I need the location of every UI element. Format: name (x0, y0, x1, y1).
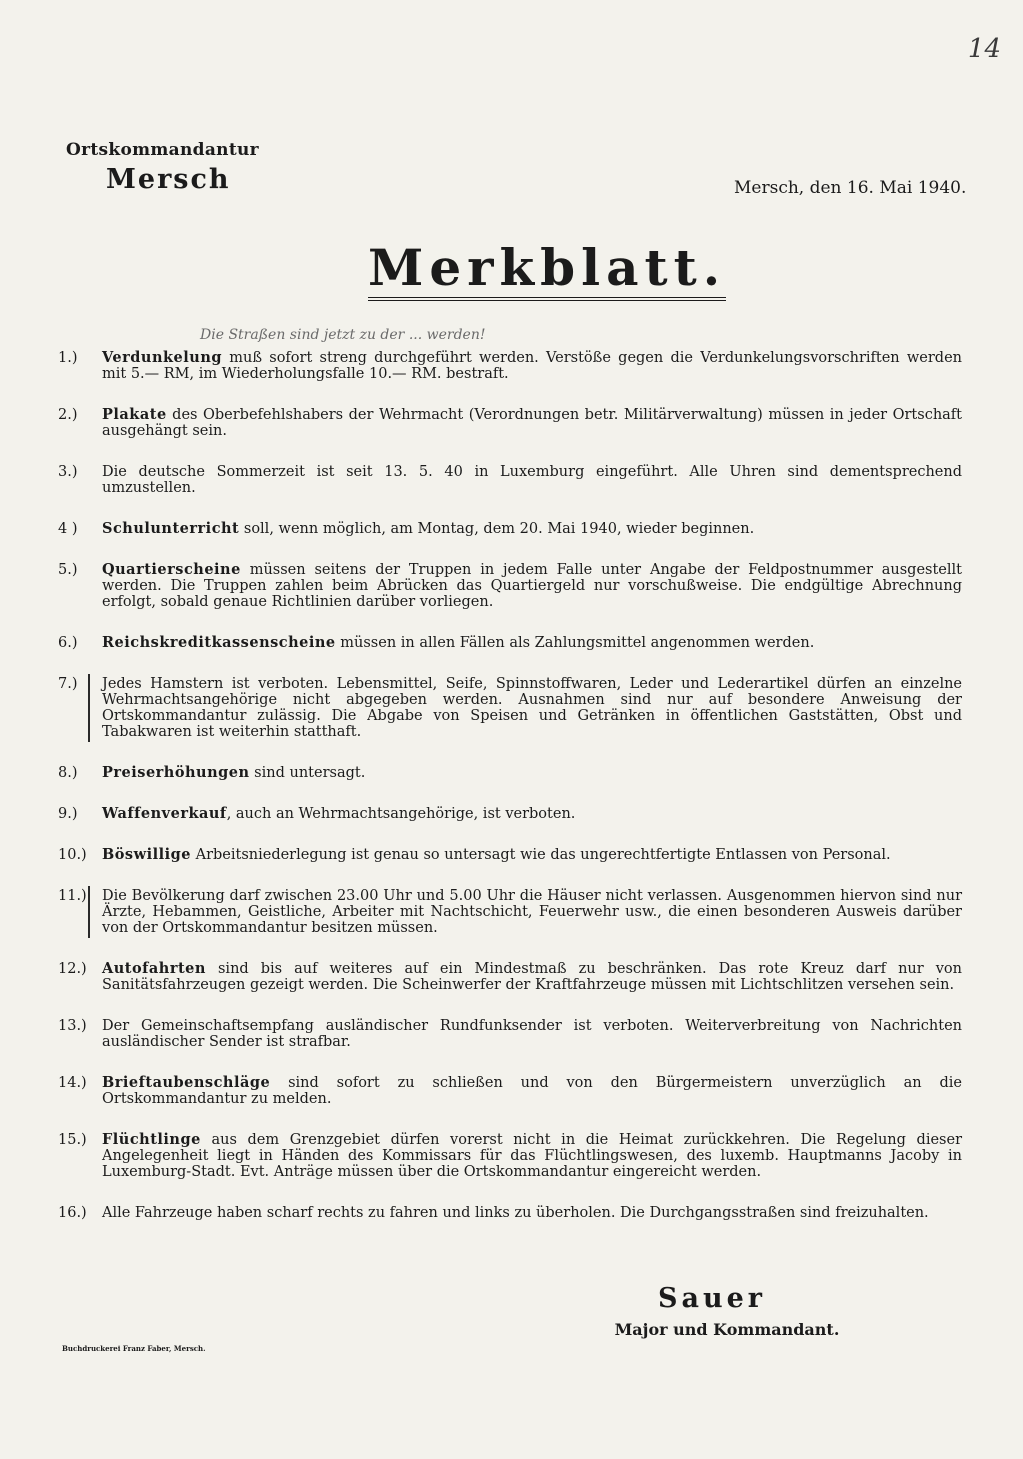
item-number: 3.) (58, 464, 78, 480)
item-number: 1.) (58, 350, 78, 366)
item-text: sind bis auf weiteres auf ein Mindestmaß zu beschränken. Das rote Kreuz darf nur von Sanitätsfahrzeugen gezeigt werden. Die Scheinwerfer der Kraftfahrzeuge müssen mit Lichtschlitzen versehen sein. (102, 961, 962, 993)
signature-name: Sauer (657, 1283, 767, 1314)
item-keyword: Reichskreditkassenscheine (102, 634, 336, 651)
list-item (58, 407, 962, 439)
margin-mark (88, 886, 90, 938)
list-item (58, 847, 962, 863)
item-number: 6.) (58, 635, 78, 651)
item-number: 5.) (58, 562, 78, 578)
printer-imprint: Buchdruckerei Franz Faber, Mersch. (62, 1344, 206, 1353)
signature-block (597, 1283, 857, 1339)
item-number: 4 ) (58, 521, 78, 537)
item-text: Jedes Hamstern ist verboten. Lebensmittel, Seife, Spinnstoffwaren, Leder und Lederartikel dürfen an einzelne Wehrmachtsangehörige nicht abgegeben werden. Ausnahmen sind nur auf besondere Anweisung der Ortskommandantur zulässig. Die Abgabe von Speisen und Getränken in öffentlichen Gaststätten, Obst und Tabakwaren ist weiterhin statthaft. (102, 676, 962, 740)
document-title: Merkblatt. (368, 242, 726, 301)
item-keyword: Böswillige (102, 846, 191, 863)
list-item (58, 521, 962, 537)
item-text: muß sofort streng durchgeführt werden. Verstöße gegen die Verdunkelungsvorschriften werden mit 5.— RM, im Wiederholungsfalle 10.— RM. bestraft. (102, 350, 962, 382)
list-item (58, 888, 962, 936)
list-item (58, 1075, 962, 1107)
item-text: sind untersagt. (249, 765, 366, 781)
margin-mark (88, 674, 90, 742)
item-keyword: Quartierscheine (102, 561, 241, 578)
signature-role: Major und Kommandant. (614, 1320, 840, 1339)
list-item (58, 562, 962, 610)
item-text: soll, wenn möglich, am Montag, dem 20. Mai 1940, wieder beginnen. (239, 521, 755, 537)
list-item (58, 765, 962, 781)
item-text: des Oberbefehlshabers der Wehrmacht (Verordnungen betr. Militärverwaltung) müssen in jeder Ortschaft ausgehängt sein. (102, 407, 962, 439)
town-name: Mersch (106, 164, 231, 195)
item-keyword: Flüchtlinge (102, 1131, 201, 1148)
item-number: 9.) (58, 806, 78, 822)
item-number: 16.) (58, 1205, 87, 1221)
pencil-page-number: 14 (967, 34, 1001, 64)
item-text: müssen in allen Fällen als Zahlungsmittel angenommen werden. (335, 635, 815, 651)
item-number: 8.) (58, 765, 78, 781)
item-number: 14.) (58, 1075, 87, 1091)
item-text: Die Bevölkerung darf zwischen 23.00 Uhr und 5.00 Uhr die Häuser nicht verlassen. Ausgenommen hiervon sind nur Ärzte, Hebammen, Geistliche, Arbeiter mit Nachtschicht, Feuerwehr usw., die einen besonderen Ausweis darüber von der Ortskommandantur besitzen müssen. (102, 888, 962, 936)
item-keyword: Verdunkelung (102, 349, 223, 366)
item-keyword: Autofahrten (102, 960, 206, 977)
header-left (66, 140, 259, 195)
list-item (58, 1018, 962, 1050)
item-text: Die deutsche Sommerzeit ist seit 13. 5. 40 in Luxemburg eingeführt. Alle Uhren sind dementsprechend umzustellen. (102, 464, 962, 496)
item-text: Arbeitsniederlegung ist genau so untersagt wie das ungerechtfertigte Entlassen von Personal. (190, 847, 891, 863)
list-item (58, 350, 962, 382)
item-keyword: Brieftaubenschläge (102, 1074, 271, 1091)
list-item (58, 1132, 962, 1180)
item-keyword: Preiserhöhungen (102, 764, 250, 781)
item-text: sind sofort zu schließen und von den Bürgermeistern unverzüglich an die Ortskommandantur zu melden. (102, 1075, 962, 1107)
list-item (58, 676, 962, 740)
item-number: 2.) (58, 407, 78, 423)
item-number: 10.) (58, 847, 87, 863)
list-item (58, 464, 962, 496)
date-line: Mersch, den 16. Mai 1940. (734, 178, 967, 198)
item-list (58, 350, 962, 1246)
item-text: Alle Fahrzeuge haben scharf rechts zu fahren und links zu überholen. Die Durchgangsstraßen sind freizuhalten. (102, 1205, 929, 1221)
item-number: 11.) (58, 888, 87, 904)
list-item (58, 635, 962, 651)
item-number: 13.) (58, 1018, 87, 1034)
item-number: 15.) (58, 1132, 87, 1148)
item-text: , auch an Wehrmachtsangehörige, ist verboten. (226, 806, 576, 822)
item-keyword: Schulunterricht (102, 520, 240, 537)
office-name: Ortskommandantur (66, 140, 259, 160)
handwritten-annotation: Die Straßen sind jetzt zu der ... werden! (200, 327, 486, 343)
item-text: aus dem Grenzgebiet dürfen vorerst nicht in die Heimat zurückkehren. Die Regelung dieser Angelegenheit liegt in Händen des Kommissars für das Flüchtlingswesen, des luxemb. Hauptmanns Jacoby in Luxemburg-Stadt. Evt. Anträge müssen über die Ortskommandantur eingereicht werden. (102, 1132, 962, 1180)
item-text: müssen seitens der Truppen in jedem Falle unter Angabe der Feldpostnummer ausgestellt werden. Die Truppen zahlen beim Abrücken das Quartiergeld nur vorschußweise. Die endgültige Abrechnung erfolgt, sobald genaue Richtlinien darüber vorliegen. (102, 562, 962, 610)
list-item (58, 961, 962, 993)
list-item (58, 806, 962, 822)
item-keyword: Plakate (102, 406, 167, 423)
item-number: 7.) (58, 676, 78, 692)
item-text: Der Gemeinschaftsempfang ausländischer Rundfunksender ist verboten. Weiterverbreitung von Nachrichten ausländischer Sender ist strafbar. (102, 1018, 962, 1050)
item-number: 12.) (58, 961, 87, 977)
list-item (58, 1205, 962, 1221)
item-keyword: Waffenverkauf (102, 805, 227, 822)
